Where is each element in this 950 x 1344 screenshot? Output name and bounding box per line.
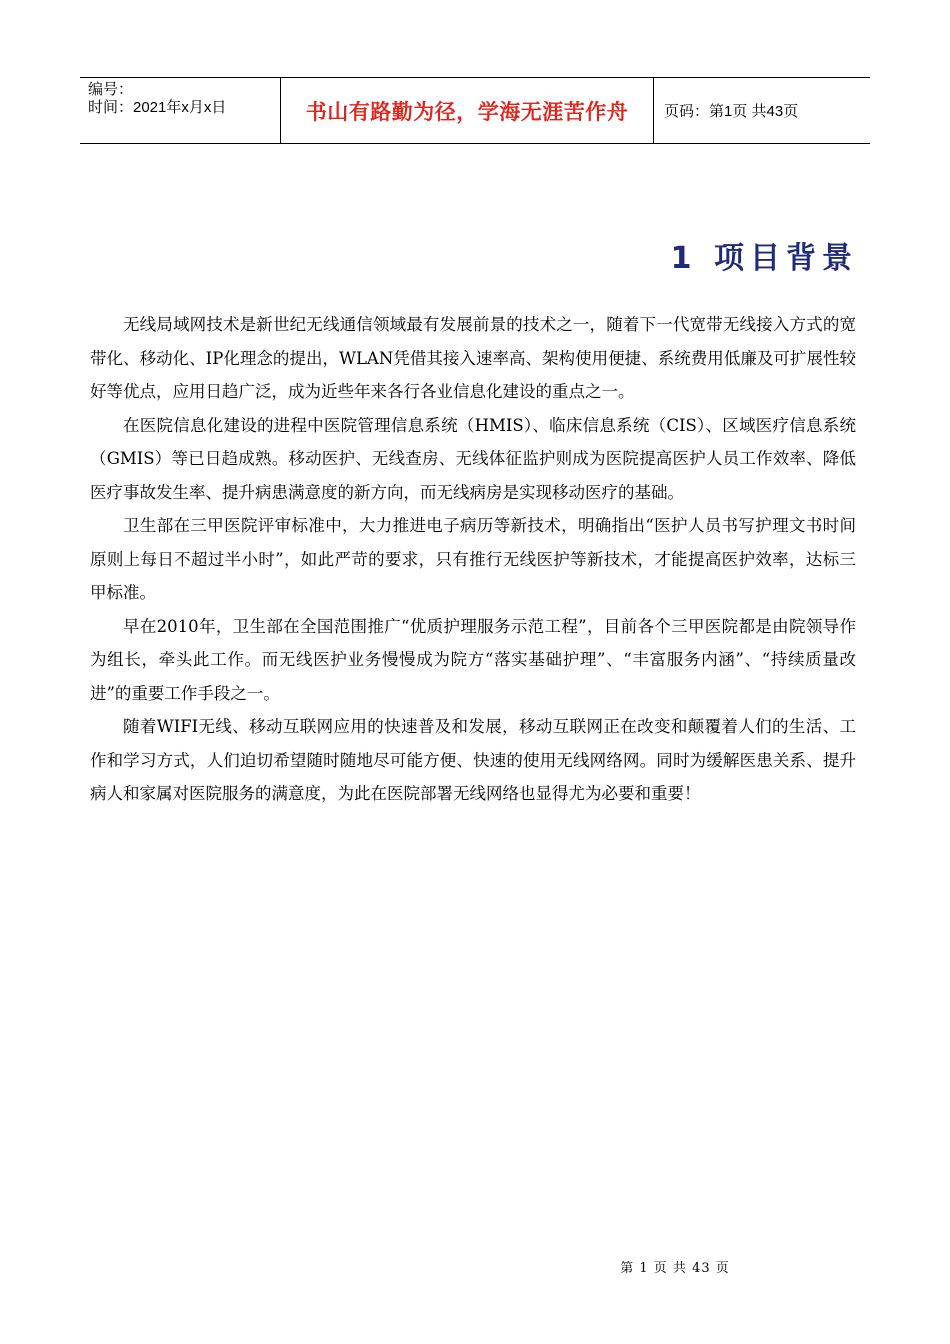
section-heading: 1 项目背景 [670, 241, 858, 276]
number-label: 编号： [88, 81, 134, 98]
paragraph: 随着WIFI无线、移动互联网应用的快速普及和发展，移动互联网正在改变和颠覆着人们的生活、工作和学习方式，人们迫切希望随时随地尽可能方便、快速的使用无线网络网。同时为缓解医患关系、提升病人和家属对医院服务的满意度，为此在医院部署无线网络也显得尤为必要和重要！ [90, 717, 856, 803]
header-meta [80, 78, 281, 143]
document-header [80, 77, 870, 144]
body-text [90, 308, 856, 811]
page-info: 页码：第1页 共43页 [664, 103, 799, 120]
header-motto-cell [281, 78, 654, 143]
page-footer: 第 1 页 共 43 页 [620, 1261, 730, 1276]
time-label: 时间：2021年x月x日 [88, 99, 227, 116]
paragraph: 在医院信息化建设的进程中医院管理信息系统（HMIS）、临床信息系统（CIS）、区域医疗信息系统（GMIS）等已日趋成熟。移动医护、无线查房、无线体征监护则成为医院提高医护人员工作效率、降低医疗事故发生率、提升病患满意度的新方向，而无线病房是实现移动医疗的基础。 [90, 415, 856, 502]
paragraph: 早在2010年，卫生部在全国范围推广“优质护理服务示范工程”，目前各个三甲医院都是由院领导作为组长，牵头此工作。而无线医护业务慢慢成为院方“落实基础护理”、“丰富服务内涵”、“持续质量改进”的重要工作手段之一。 [90, 616, 856, 703]
motto: 书山有路勤为径，学海无涯苦作舟 [305, 99, 629, 124]
paragraph: 卫生部在三甲医院评审标准中，大力推进电子病历等新技术，明确指出“医护人员书写护理文书时间原则上每日不超过半小时”，如此严苛的要求，只有推行无线医护等新技术，才能提高医护效率，达标三甲标准。 [90, 516, 856, 602]
header-page-info-cell [654, 78, 870, 143]
paragraph: 无线局域网技术是新世纪无线通信领域最有发展前景的技术之一，随着下一代宽带无线接入方式的宽带化、移动化、IP化理念的提出，WLAN凭借其接入速率高、架构使用便捷、系统费用低廉及可扩展性较好等优点，应用日趋广泛，成为近些年来各行各业信息化建设的重点之一。 [90, 315, 856, 401]
